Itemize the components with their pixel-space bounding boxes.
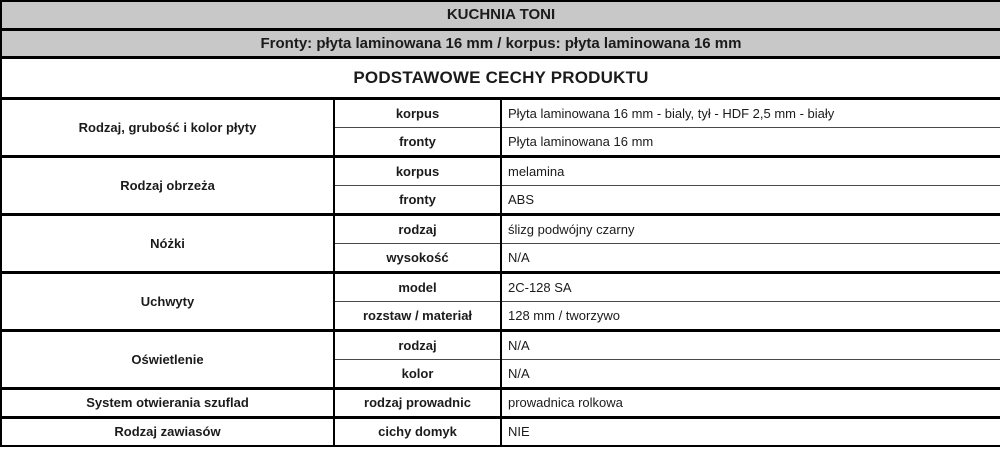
category-label-uchwyty: Uchwyty — [1, 272, 334, 330]
materials-bar — [1, 29, 1000, 57]
attribute-value: Płyta laminowana 16 mm — [501, 127, 1000, 156]
attribute-value: ABS — [501, 185, 1000, 214]
table-row — [1, 156, 1000, 185]
category-label-oswietlenie: Oświetlenie — [1, 330, 334, 388]
section-header — [1, 57, 1000, 98]
attribute-label: rozstaw / materiał — [334, 301, 501, 330]
kitchen-title: KUCHNIA TONI — [1, 1, 1000, 29]
attribute-value: N/A — [501, 243, 1000, 272]
table-row — [1, 214, 1000, 243]
category-label-zawiasy: Rodzaj zawiasów — [1, 417, 334, 446]
attribute-value: melamina — [501, 156, 1000, 185]
attribute-label: korpus — [334, 98, 501, 127]
attribute-label: kolor — [334, 359, 501, 388]
table-row — [1, 388, 1000, 417]
attribute-label: fronty — [334, 127, 501, 156]
attribute-value: N/A — [501, 330, 1000, 359]
table-row — [1, 330, 1000, 359]
attribute-label: rodzaj prowadnic — [334, 388, 501, 417]
table-row — [1, 98, 1000, 127]
attribute-value: ślizg podwójny czarny — [501, 214, 1000, 243]
attribute-label: rodzaj — [334, 214, 501, 243]
section-title: PODSTAWOWE CECHY PRODUKTU — [1, 57, 1000, 98]
materials-subtitle: Fronty: płyta laminowana 16 mm / korpus: płyta laminowana 16 mm — [1, 29, 1000, 57]
table-row — [1, 272, 1000, 301]
category-label-nozki: Nóżki — [1, 214, 334, 272]
attribute-label: model — [334, 272, 501, 301]
attribute-value: 128 mm / tworzywo — [501, 301, 1000, 330]
attribute-value: N/A — [501, 359, 1000, 388]
attribute-label: fronty — [334, 185, 501, 214]
attribute-label: korpus — [334, 156, 501, 185]
attribute-value: prowadnica rolkowa — [501, 388, 1000, 417]
attribute-value: Płyta laminowana 16 mm - bialy, tył - HDF 2,5 mm - biały — [501, 98, 1000, 127]
table-row — [1, 417, 1000, 446]
attribute-value: 2C-128 SA — [501, 272, 1000, 301]
title-bar — [1, 1, 1000, 29]
category-label-obrzeze: Rodzaj obrzeża — [1, 156, 334, 214]
category-label-szuflady: System otwierania szuflad — [1, 388, 334, 417]
attribute-label: wysokość — [334, 243, 501, 272]
attribute-value: NIE — [501, 417, 1000, 446]
category-label-plyta: Rodzaj, grubość i kolor płyty — [1, 98, 334, 156]
attribute-label: rodzaj — [334, 330, 501, 359]
attribute-label: cichy domyk — [334, 417, 501, 446]
